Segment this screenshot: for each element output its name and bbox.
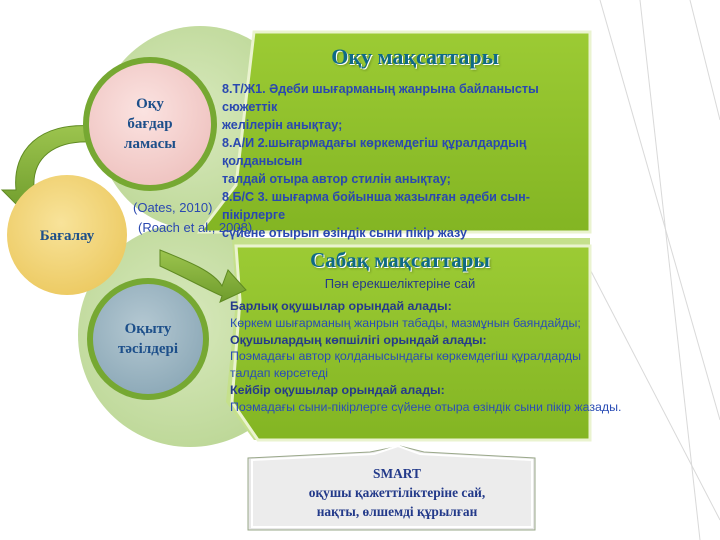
objective-line: талдай отыра автор стилін анықтау; (222, 172, 451, 186)
lesson-objectives-title: Сабақ мақсаттары (310, 248, 490, 272)
smart-line: оқушы қажеттіліктеріне сай, (308, 485, 486, 500)
learning-plan-line-2: бағдар (127, 116, 173, 132)
level-heading: Кейбір оқушылар орындай алады: (230, 382, 445, 397)
objective-line: 8.Б/С 3. шығарма бойынша жазылған әдеби сын-пікірлерге (222, 190, 530, 222)
teaching-methods-label (98, 315, 198, 363)
level-description: Поэмадағы автор қолданысындағы көркемдегіш құралдарды (230, 349, 581, 364)
level-description: Көркем шығарманың жанрын табады, мазмұнын баяндайды; (230, 315, 581, 330)
citation-oates: (Oates, 2010) (133, 200, 213, 215)
smart-line: нақты, өлшемді құрылған (316, 504, 478, 519)
objective-line: желілерін анықтау; (222, 118, 343, 132)
learning-plan-line-1: Оқу (136, 96, 164, 112)
learning-objectives-list (222, 80, 592, 242)
assessment-text: Бағалау (39, 227, 95, 244)
teaching-methods-line-1: Оқыту (124, 321, 172, 337)
assessment-label (20, 222, 114, 250)
lesson-objectives-list (230, 298, 710, 416)
level-heading: Оқушылардың көпшілігі орындай алады: (230, 332, 487, 347)
learning-plan-label (98, 86, 202, 162)
level-heading: Барлық оқушылар орындай алады: (230, 299, 452, 313)
objective-line: сүйене отырып өзіндік сыни пікір жазу (222, 226, 467, 240)
smart-text (262, 464, 532, 521)
objective-line: 8.Т/Ж1. Әдеби шығарманың жанрына байланысты сюжеттік (222, 82, 539, 114)
level-description: Поэмадағы сыни-пікірлерге сүйене отыра өзіндік сыни пікір жазады. (230, 399, 622, 414)
decorative-lines (580, 0, 720, 540)
learning-plan-line-3: ламасы (124, 136, 176, 152)
objective-line: 8.А/И 2.шығармадағы көркемдегіш құралдардың қолданысын (222, 136, 527, 168)
teaching-methods-line-2: тәсілдері (117, 341, 179, 357)
lesson-objectives-subtitle: Пән ерекшеліктеріне сай (324, 276, 476, 291)
citation-roach: (Roach et al., 2008) (138, 220, 253, 235)
level-description: талдап көрсетеді (230, 366, 328, 381)
smart-heading: SMART (373, 466, 421, 481)
learning-objectives-title: Оқу мақсаттары (331, 44, 499, 69)
